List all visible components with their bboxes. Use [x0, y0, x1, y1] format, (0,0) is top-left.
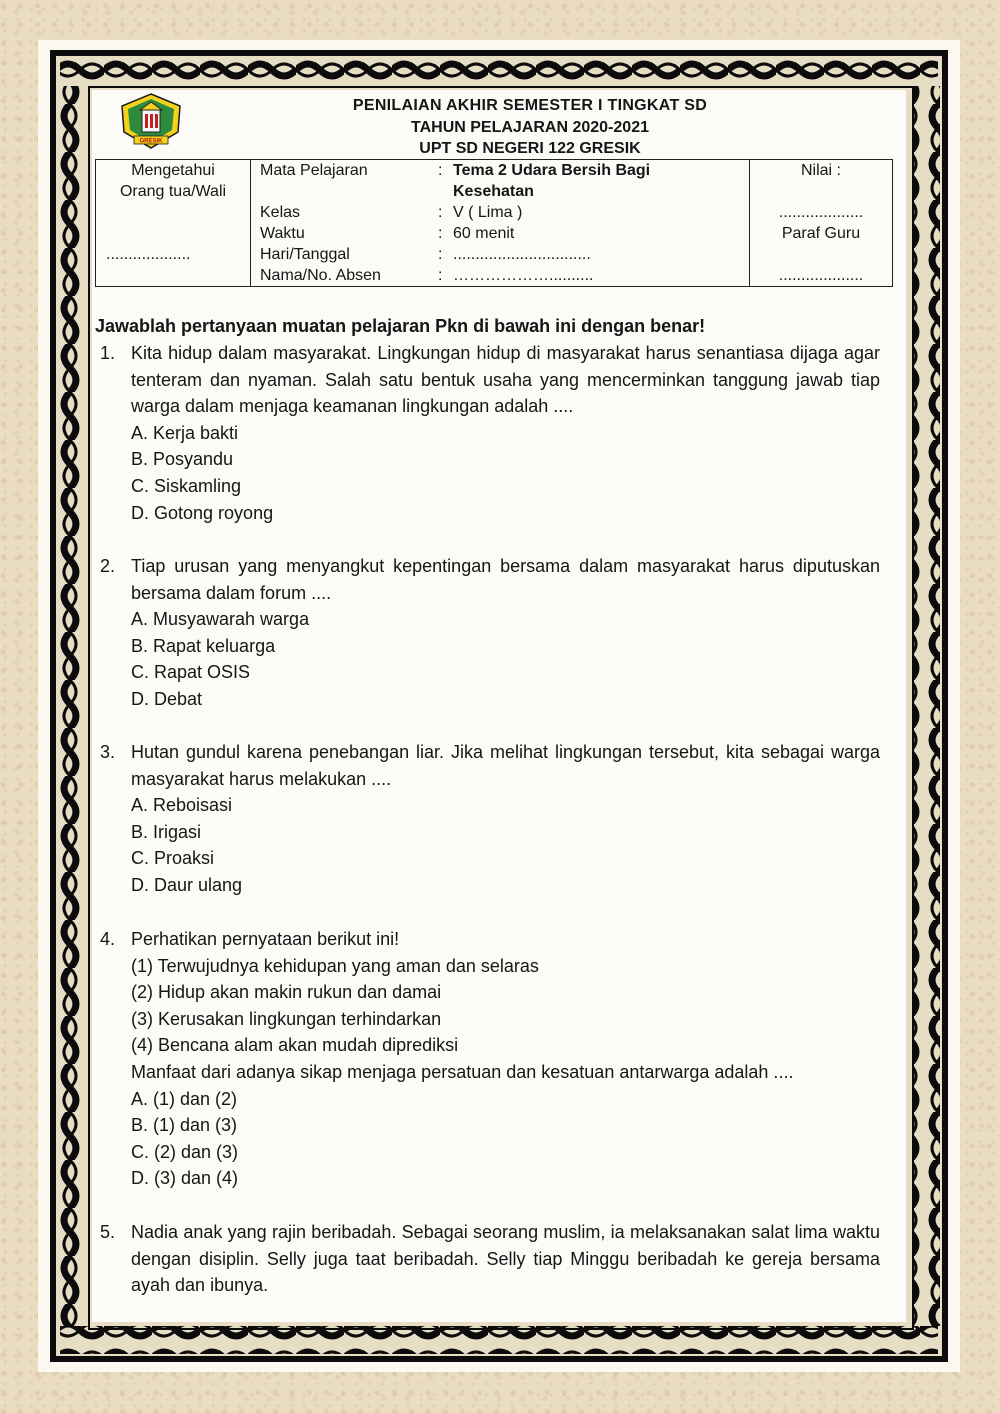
- parent-signature-field[interactable]: ...................: [106, 246, 191, 263]
- question-text: Nadia anak yang rajin beribadah. Sebagai seorang muslim, ia melaksanakan salat lima waktu dengan disiplin. Selly juga taat beribadah. Selly tiap Minggu beribadah ke gereja bersama ayah dan ibunya.: [131, 1222, 880, 1296]
- option-d[interactable]: D. Daur ulang: [131, 874, 243, 895]
- question-prompt: Manfaat dari adanya sikap menjaga persatuan dan kesatuan antarwarga adalah ....: [131, 1061, 794, 1082]
- statement-4: (4) Bencana alam akan mudah diprediksi: [131, 1035, 459, 1056]
- option-c[interactable]: C. (2) dan (3): [131, 1141, 239, 1162]
- parent-label-1: Mengetahui: [131, 162, 215, 179]
- option-b[interactable]: B. Rapat keluarga: [131, 635, 276, 656]
- statement-2: (2) Hidup akan makin rukun dan damai: [131, 982, 442, 1003]
- question-5: [100, 1219, 880, 1299]
- question-number: 2.: [100, 556, 116, 576]
- parent-signature-cell: [96, 160, 251, 287]
- name-label: Nama/No. Absen: [260, 267, 381, 284]
- subject-value-cont: Kesehatan: [453, 183, 534, 200]
- option-d[interactable]: D. Gotong royong: [131, 502, 274, 523]
- subject-row: Mata Pelajaran : Tema 2 Udara Bersih Bagi Kesehatan: [260, 162, 651, 200]
- option-c[interactable]: C. Siskamling: [131, 475, 242, 496]
- school-name: UPT SD NEGERI 122 GRESIK: [419, 140, 641, 157]
- score-cell: [750, 160, 893, 287]
- option-d[interactable]: D. (3) dan (4): [131, 1168, 239, 1189]
- question-4: [100, 926, 880, 1192]
- option-a[interactable]: A. Musyawarah warga: [131, 609, 310, 630]
- parent-label-2: Orang tua/Wali: [119, 183, 227, 200]
- question-number: 3.: [100, 742, 116, 762]
- question-text: Perhatikan pernyataan berikut ini!: [131, 929, 400, 949]
- date-field[interactable]: ...............................: [453, 246, 591, 263]
- school-logo: [118, 92, 184, 150]
- instruction-text: Jawablah pertanyaan muatan pelajaran Pkn di bawah ini dengan benar!: [95, 316, 706, 336]
- date-label: Hari/Tanggal: [260, 246, 350, 263]
- class-value: V ( Lima ): [453, 204, 523, 221]
- option-b[interactable]: B. (1) dan (3): [131, 1115, 238, 1136]
- question-text: Tiap urusan yang menyangkut kepentingan bersama dalam masyarakat harus diputuskan bersama dalam forum ....: [131, 556, 880, 603]
- academic-year: TAHUN PELAJARAN 2020-2021: [411, 119, 649, 136]
- statement-3: (3) Kerusakan lingkungan terhindarkan: [131, 1008, 442, 1029]
- teacher-signature-label: Paraf Guru: [781, 225, 861, 242]
- question-2: [100, 553, 880, 713]
- option-c[interactable]: C. Proaksi: [131, 848, 215, 869]
- exam-details-cell: [251, 160, 750, 287]
- class-label: Kelas: [260, 204, 301, 221]
- statement-1: (1) Terwujudnya kehidupan yang aman dan selaras: [131, 955, 539, 976]
- subject-value: Tema 2 Udara Bersih Bagi: [453, 162, 651, 179]
- class-row: Kelas : V ( Lima ): [260, 202, 745, 223]
- exam-title: PENILAIAN AKHIR SEMESTER I TINGKAT SD: [352, 97, 708, 114]
- teacher-signature-field[interactable]: ...................: [778, 267, 864, 284]
- option-b[interactable]: B. Posyandu: [131, 449, 234, 470]
- name-field[interactable]: ………………..........: [453, 267, 594, 284]
- option-a[interactable]: A. (1) dan (2): [131, 1088, 238, 1109]
- question-text: Kita hidup dalam masyarakat. Lingkungan hidup di masyarakat harus senantiasa dijaga agar tenteram dan nyaman. Salah satu bentuk usaha yang mencerminkan tanggung jawab tiap warga dalam menjaga keamanan lingkungan adalah ....: [131, 343, 880, 417]
- option-a[interactable]: A. Kerja bakti: [131, 422, 239, 443]
- time-row: Waktu : 60 menit: [260, 223, 745, 244]
- logo-caption: GRESIK: [139, 138, 163, 145]
- date-row: Hari/Tanggal : ...............................: [260, 244, 745, 265]
- option-a[interactable]: A. Reboisasi: [131, 795, 233, 816]
- time-value: 60 menit: [453, 225, 515, 242]
- student-info-table: [95, 159, 893, 287]
- question-number: 1.: [100, 343, 116, 363]
- option-b[interactable]: B. Irigasi: [131, 821, 202, 842]
- question-number: 4.: [100, 929, 116, 949]
- option-c[interactable]: C. Rapat OSIS: [131, 662, 251, 683]
- question-number: 5.: [100, 1222, 116, 1242]
- time-label: Waktu: [260, 225, 305, 242]
- score-label: Nilai :: [800, 162, 841, 179]
- option-d[interactable]: D. Debat: [131, 688, 203, 709]
- subject-label: Mata Pelajaran: [260, 162, 368, 179]
- question-3: [100, 739, 880, 899]
- question-1: [100, 340, 880, 526]
- name-row: Nama/No. Absen : ………………..........: [260, 265, 745, 286]
- score-field[interactable]: ...................: [778, 204, 864, 221]
- question-text: Hutan gundul karena penebangan liar. Jika melihat lingkungan tersebut, kita sebagai warga masyarakat harus melakukan ....: [131, 742, 880, 789]
